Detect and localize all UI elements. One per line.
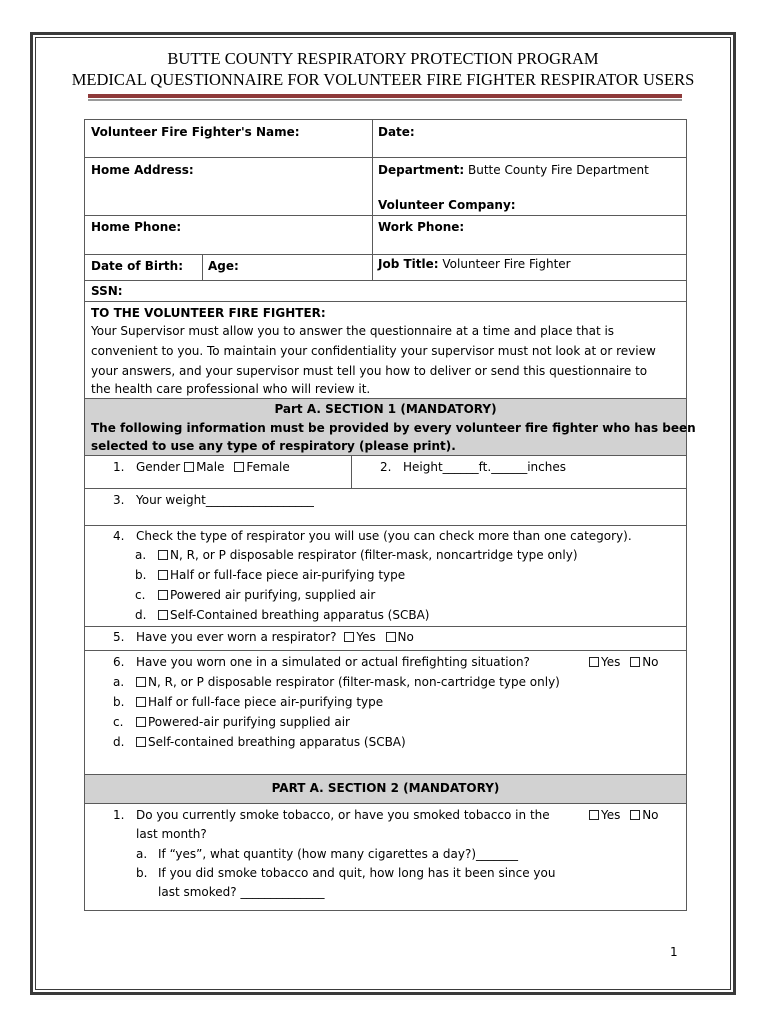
- section2-title: PART A. SECTION 2 (MANDATORY): [271, 781, 500, 795]
- q4-text: Check the type of respirator you will use (you can check more than one category).: [136, 529, 632, 543]
- q4-option: [158, 548, 578, 562]
- s2-q1-yes-checkbox[interactable]: [589, 810, 599, 820]
- q6a-checkbox[interactable]: [136, 677, 146, 687]
- volunteer-company-label[interactable]: Volunteer Company:: [378, 198, 516, 212]
- q6-text: Have you worn one in a simulated or actual firefighting situation?: [136, 655, 530, 669]
- s2-q1a-text[interactable]: If “yes”, what quantity (how many cigarettes a day?)_______: [158, 847, 519, 861]
- option-text: Half or full-face piece air-purifying type: [170, 568, 406, 582]
- q6-option: [113, 675, 124, 689]
- q6c-checkbox[interactable]: [136, 717, 146, 727]
- q4-option: [135, 568, 146, 582]
- no-label: No: [642, 655, 659, 669]
- option-letter: d.: [135, 608, 147, 622]
- q5-row: [136, 630, 414, 644]
- instructions-line: the health care professional who will review it.: [91, 382, 371, 396]
- q4-option: [158, 568, 405, 582]
- s2-q1-no-checkbox[interactable]: [630, 810, 640, 820]
- job-title-value: Volunteer Fire Fighter: [442, 257, 571, 271]
- s2-q1b-text: If you did smoke tobacco and quit, how long has it been since you: [158, 866, 556, 880]
- q6-yes-no: [589, 655, 659, 669]
- q4-option: [135, 548, 146, 562]
- document-title-line2: MEDICAL QUESTIONNAIRE FOR VOLUNTEER FIRE FIGHTER RESPIRATOR USERS: [71, 70, 695, 89]
- q1-label: Gender: [136, 460, 181, 474]
- q1-number: 1.: [113, 460, 125, 474]
- header-rule-gray: [88, 99, 682, 101]
- option-letter: a.: [113, 675, 125, 689]
- q2-height[interactable]: Height______ft.______inches: [403, 460, 566, 474]
- section1-intro: selected to use any type of respiratory (please print).: [91, 439, 456, 453]
- department-label: Department:: [378, 163, 465, 177]
- q5-no-checkbox[interactable]: [386, 632, 396, 642]
- q5-number: 5.: [113, 630, 125, 644]
- work-phone-label[interactable]: Work Phone:: [378, 220, 465, 234]
- dob-label[interactable]: Date of Birth:: [91, 259, 184, 273]
- home-address-label[interactable]: Home Address:: [91, 163, 194, 177]
- name-label[interactable]: Volunteer Fire Fighter's Name:: [91, 125, 300, 139]
- option-letter: c.: [113, 715, 124, 729]
- q6-option: [136, 715, 350, 729]
- q6-no-checkbox[interactable]: [630, 657, 640, 667]
- q4d-checkbox[interactable]: [158, 610, 168, 620]
- q6-yes-checkbox[interactable]: [589, 657, 599, 667]
- q6-option: [113, 715, 123, 729]
- q4-option: [158, 588, 375, 602]
- instructions-line: your answers, and your supervisor must tell you how to deliver or send this questionnaire to: [91, 364, 648, 378]
- s2-q1-text: Do you currently smoke tobacco, or have you smoked tobacco in the: [136, 808, 550, 822]
- s2-q1a-letter: a.: [136, 847, 148, 861]
- s2-q1-number: 1.: [113, 808, 125, 822]
- instructions-line: Your Supervisor must allow you to answer the questionnaire at a time and place that is: [91, 324, 615, 338]
- q6-option: [113, 735, 124, 749]
- female-label: Female: [246, 460, 290, 474]
- section1-title: Part A. SECTION 1 (MANDATORY): [274, 402, 497, 416]
- q6b-checkbox[interactable]: [136, 697, 146, 707]
- option-text: N, R, or P disposable respirator (filter-mask, noncartridge type only): [170, 548, 578, 562]
- q4c-checkbox[interactable]: [158, 590, 168, 600]
- q4a-checkbox[interactable]: [158, 550, 168, 560]
- s2-q1-text: last month?: [136, 827, 207, 841]
- q4-option: [158, 608, 429, 622]
- date-label[interactable]: Date:: [378, 125, 415, 139]
- yes-label: Yes: [601, 655, 621, 669]
- q6-option: [136, 735, 406, 749]
- q6-option: [136, 675, 560, 689]
- section1-intro: The following information must be provided by every volunteer fire fighter who has been: [91, 421, 696, 435]
- q2-number: 2.: [380, 460, 392, 474]
- age-label[interactable]: Age:: [208, 259, 239, 273]
- page-number: 1: [670, 945, 678, 959]
- option-letter: b.: [113, 695, 125, 709]
- q4-number: 4.: [113, 529, 125, 543]
- option-text: Half or full-face piece air-purifying type: [148, 695, 384, 709]
- q6-number: 6.: [113, 655, 125, 669]
- s2-q1b-letter: b.: [136, 866, 148, 880]
- home-phone-label[interactable]: Home Phone:: [91, 220, 182, 234]
- job-title-label: Job Title:: [378, 257, 439, 271]
- job-title-field: [378, 257, 571, 271]
- q1-gender: [136, 460, 290, 474]
- female-checkbox[interactable]: [234, 462, 244, 472]
- no-label: No: [397, 630, 414, 644]
- option-text: N, R, or P disposable respirator (filter-mask, non-cartridge type only): [148, 675, 560, 689]
- q3-number: 3.: [113, 493, 125, 507]
- header-rule-red: [88, 94, 682, 98]
- yes-label: Yes: [356, 630, 376, 644]
- q6d-checkbox[interactable]: [136, 737, 146, 747]
- yes-label: Yes: [601, 808, 621, 822]
- q3-weight[interactable]: Your weight__________________: [136, 493, 314, 507]
- document-title-line1: BUTTE COUNTY RESPIRATORY PROTECTION PROGRAM: [167, 49, 599, 68]
- option-text: Powered-air purifying supplied air: [148, 715, 350, 729]
- s2-q1b-text[interactable]: last smoked? ______________: [158, 885, 325, 899]
- q6-option: [136, 695, 383, 709]
- q4b-checkbox[interactable]: [158, 570, 168, 580]
- q5-yes-checkbox[interactable]: [344, 632, 354, 642]
- male-checkbox[interactable]: [184, 462, 194, 472]
- option-letter: b.: [135, 568, 147, 582]
- q4-option: [135, 608, 146, 622]
- option-letter: c.: [135, 588, 146, 602]
- no-label: No: [642, 808, 659, 822]
- ssn-label[interactable]: SSN:: [91, 284, 123, 298]
- instructions-line: convenient to you. To maintain your confidentiality your supervisor must not look at or review: [91, 344, 656, 358]
- q6-option: [113, 695, 124, 709]
- s2-q1-yes-no: [589, 808, 659, 822]
- instructions-heading: TO THE VOLUNTEER FIRE FIGHTER:: [91, 306, 326, 320]
- option-text: Powered air purifying, supplied air: [170, 588, 376, 602]
- option-text: Self-contained breathing apparatus (SCBA): [148, 735, 406, 749]
- questionnaire-form: [84, 119, 696, 911]
- option-text: Self-Contained breathing apparatus (SCBA): [170, 608, 430, 622]
- department-value: Butte County Fire Department: [468, 163, 649, 177]
- option-letter: d.: [113, 735, 125, 749]
- department-field: [378, 163, 649, 177]
- q5-text: Have you ever worn a respirator?: [136, 630, 337, 644]
- q4-option: [135, 588, 145, 602]
- option-letter: a.: [135, 548, 147, 562]
- male-label: Male: [196, 460, 225, 474]
